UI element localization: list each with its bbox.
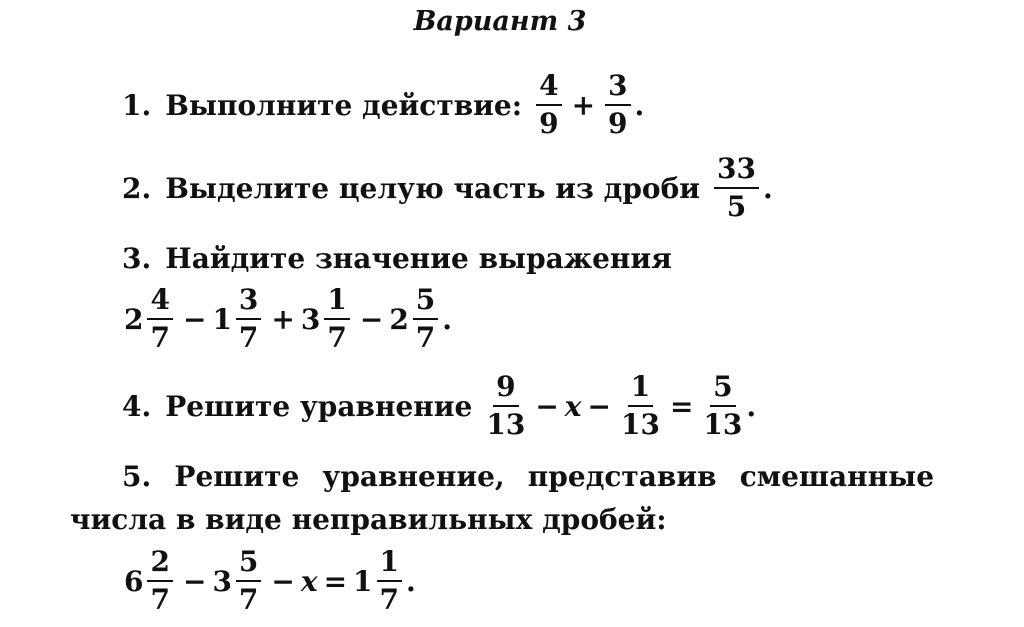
task-text: Решите уравнение, представив смешанные (174, 460, 935, 493)
whole-part: 2 (124, 302, 144, 336)
task-number: 4. (122, 389, 152, 423)
task-text: числа в виде неправильных дробей: (70, 503, 667, 536)
denominator: 7 (415, 321, 436, 354)
whole-part: 1 (212, 302, 232, 336)
variable-x: x (564, 389, 582, 423)
operator: − (359, 302, 384, 336)
task-number: 5. (122, 460, 152, 493)
denominator: 7 (150, 583, 170, 616)
task-text: Решите уравнение (165, 389, 473, 423)
task-3 (122, 242, 672, 275)
whole-part: 1 (353, 564, 373, 598)
fraction (324, 283, 349, 354)
fraction (236, 545, 261, 616)
equals-sign: = (323, 564, 348, 598)
task-number: 1. (122, 88, 152, 122)
denominator: 7 (238, 583, 259, 616)
task-4 (122, 370, 757, 441)
numerator: 5 (236, 548, 261, 582)
operator: − (587, 389, 611, 423)
fraction (147, 545, 172, 616)
numerator: 5 (413, 286, 438, 320)
numerator: 4 (536, 72, 561, 106)
fraction (147, 283, 172, 354)
task-5-line-2 (70, 503, 667, 536)
task-3-expression (124, 283, 453, 354)
fraction (377, 545, 402, 616)
operator: + (571, 88, 596, 122)
operator: − (535, 389, 559, 423)
numerator: 33 (714, 155, 759, 189)
denominator: 7 (150, 321, 170, 354)
denominator: 13 (620, 408, 660, 441)
denominator: 9 (608, 107, 628, 140)
fraction (605, 69, 630, 140)
fraction (703, 370, 743, 441)
variable-x: x (300, 564, 318, 598)
whole-part: 3 (212, 564, 232, 598)
task-text: Выделите целую часть из дроби (165, 171, 701, 205)
numerator: 5 (710, 373, 735, 407)
numerator: 9 (493, 373, 518, 407)
numerator: 3 (605, 72, 630, 106)
numerator: 4 (147, 286, 172, 320)
period: . (763, 171, 773, 205)
equals-sign: = (669, 389, 694, 423)
denominator: 7 (327, 321, 347, 354)
task-number: 3. (122, 242, 152, 275)
task-number: 2. (122, 171, 152, 205)
period: . (442, 302, 453, 336)
operator: − (182, 302, 207, 336)
denominator: 13 (703, 408, 743, 441)
task-5-line-1 (122, 460, 934, 493)
numerator: 1 (324, 286, 349, 320)
operator: − (182, 564, 207, 598)
fraction (536, 69, 561, 140)
task-2 (122, 152, 773, 223)
denominator: 7 (238, 321, 259, 354)
fraction (236, 283, 261, 354)
whole-part: 6 (124, 564, 144, 598)
denominator: 5 (726, 190, 747, 223)
task-text: Найдите значение выражения (165, 242, 672, 275)
denominator: 9 (539, 107, 559, 140)
denominator: 7 (379, 583, 400, 616)
operator: − (271, 564, 295, 598)
numerator: 1 (377, 548, 402, 582)
page-title: Вариант 3 (413, 6, 587, 37)
period: . (634, 88, 645, 122)
fraction (714, 152, 759, 223)
fraction (620, 370, 660, 441)
task-5-expression (124, 545, 416, 616)
fraction (486, 370, 526, 441)
whole-part: 2 (389, 302, 409, 336)
fraction (413, 283, 438, 354)
task-1 (122, 69, 645, 140)
task-text: Выполните действие: (165, 88, 523, 122)
whole-part: 3 (300, 302, 321, 336)
numerator: 1 (628, 373, 653, 407)
numerator: 2 (147, 548, 172, 582)
denominator: 13 (486, 408, 526, 441)
numerator: 3 (236, 286, 261, 320)
period: . (406, 564, 416, 598)
operator: + (271, 302, 295, 336)
period: . (746, 389, 757, 423)
